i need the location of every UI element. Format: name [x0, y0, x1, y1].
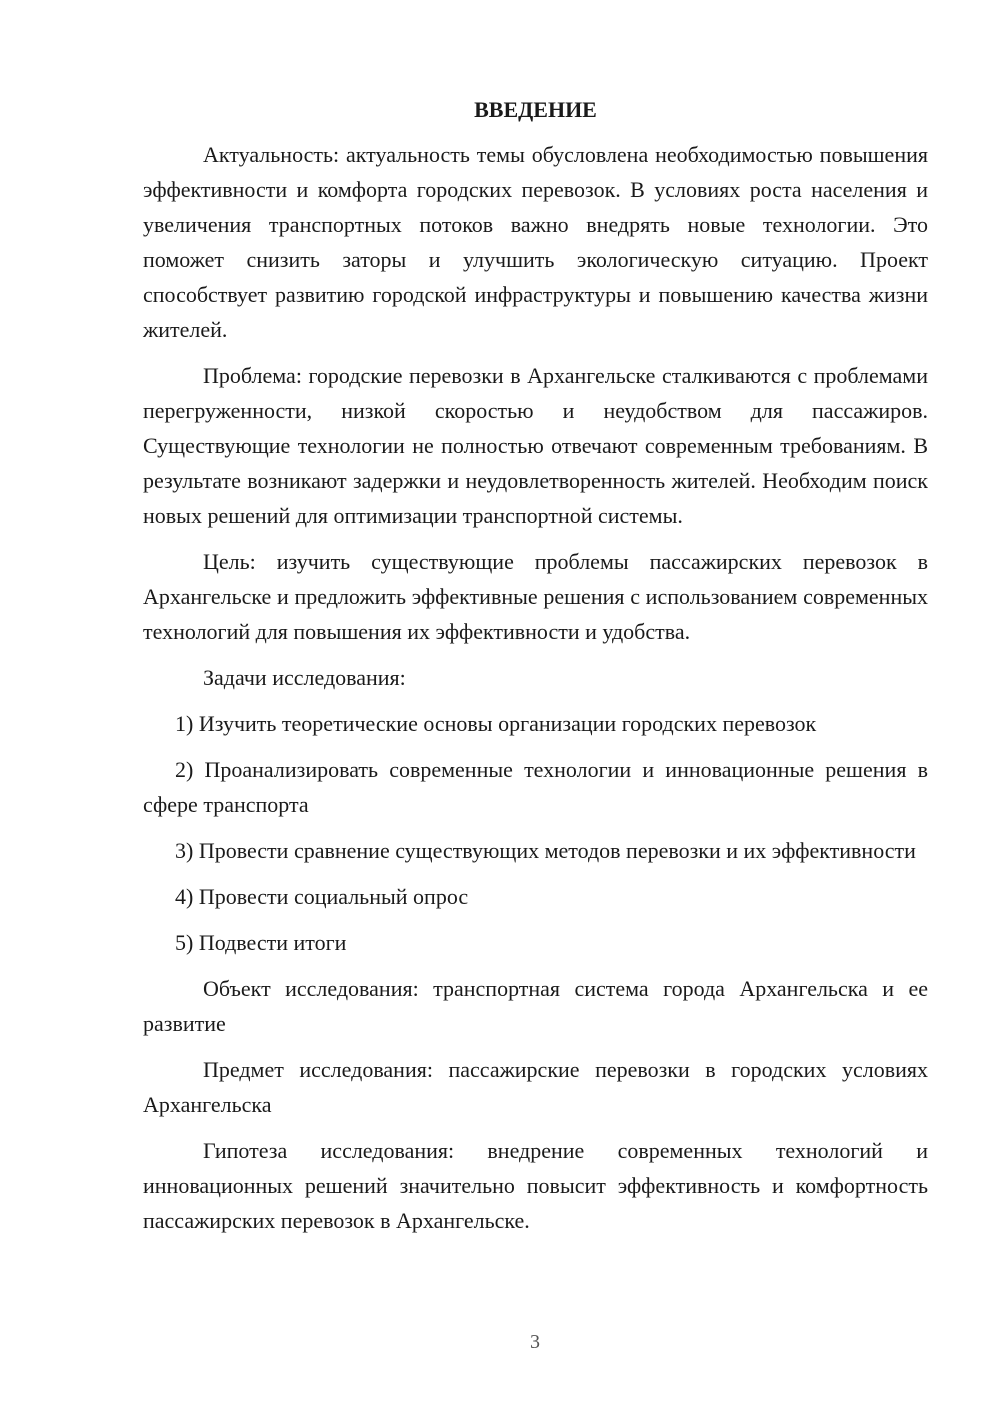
paragraph-relevance: Актуальность: актуальность темы обусловлена необходимостью повышения эффективности и комфорта городских перевозок. В условиях роста населения и увеличения транспортных потоков важно внедрять новые технологии. Это поможет снизить заторы и улучшить экологическую ситуацию. Проект способствует развитию городской инфраструктуры и повышению качества жизни жителей.	[143, 142, 928, 342]
task-item: 2) Проанализировать современные технологии и инновационные решения в сфере транспорта	[143, 757, 928, 817]
paragraph-subject: Предмет исследования: пассажирские перевозки в городских условиях Архангельска	[143, 1057, 928, 1117]
task-item: 3) Провести сравнение существующих методов перевозки и их эффективности	[175, 838, 916, 863]
tasks-heading: Задачи исследования:	[203, 665, 406, 690]
paragraph-object: Объект исследования: транспортная система города Архангельска и ее развитие	[143, 976, 928, 1036]
task-item: 4) Провести социальный опрос	[175, 884, 469, 909]
page-title: ВВЕДЕНИЕ	[474, 97, 597, 122]
paragraph-problem: Проблема: городские перевозки в Архангельске сталкиваются с проблемами перегруженности, низкой скоростью и неудобством для пассажиров. Существующие технологии не полностью отвечают современным требованиям. В результате возникают задержки и неудовлетворенность жителей. Необходим поиск новых решений для оптимизации транспортной системы.	[143, 363, 928, 528]
task-item: 5) Подвести итоги	[175, 930, 347, 955]
page-number: 3	[530, 1331, 540, 1353]
task-item: 1) Изучить теоретические основы организации городских перевозок	[175, 711, 817, 736]
document-page	[143, 92, 928, 1249]
paragraph-goal: Цель: изучить существующие проблемы пассажирских перевозок в Архангельске и предложить эффективные решения с использованием современных технологий для повышения их эффективности и удобства.	[143, 549, 928, 644]
paragraph-hypothesis: Гипотеза исследования: внедрение современных технологий и инновационных решений значительно повысит эффективность и комфортность пассажирских перевозок в Архангельске.	[143, 1138, 928, 1233]
